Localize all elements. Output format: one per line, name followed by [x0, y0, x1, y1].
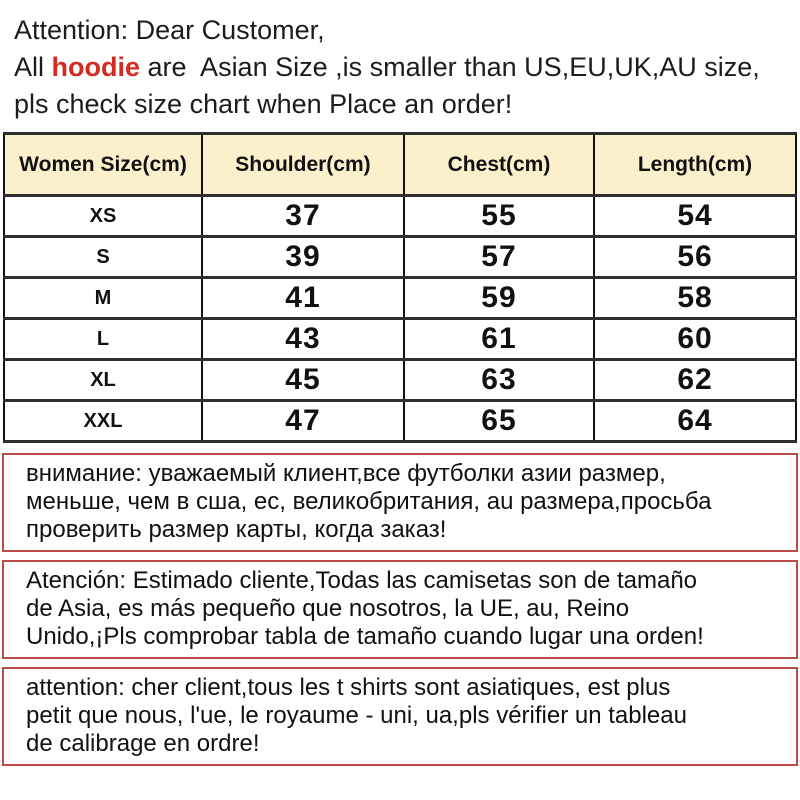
s-length: 56	[594, 237, 796, 278]
notice-russian-line-1: внимание: уважаемый клиент,все футболки азии размер,	[26, 460, 666, 487]
xs-shoulder: 37	[202, 196, 404, 237]
notice-french-line-3: de calibrage en ordre!	[26, 730, 260, 757]
table-row-s	[4, 237, 796, 278]
l-shoulder: 43	[202, 319, 404, 360]
table-header-row	[4, 134, 796, 196]
attention-line-2-suffix: are Asian Size ,is smaller than US,EU,UK,AU size,	[140, 52, 760, 82]
l-chest: 61	[404, 319, 594, 360]
notice-spanish-line-1: Atención: Estimado cliente,Todas las camisetas son de tamaño	[26, 567, 698, 594]
attention-line-1: Attention: Dear Customer,	[14, 15, 325, 45]
size-table	[3, 132, 797, 443]
l-length: 60	[594, 319, 796, 360]
notice-french-line-2: petit que nous, l'ue, le royaume - uni, ua,pls vérifier un tableau	[26, 702, 687, 729]
size-label-xs: XS	[4, 196, 202, 237]
s-chest: 57	[404, 237, 594, 278]
size-label-xxl: XXL	[4, 401, 202, 442]
table-row-l	[4, 319, 796, 360]
header-length: Length(cm)	[594, 134, 796, 196]
attention-line-2-prefix: All	[14, 52, 52, 82]
notice-french-line-1: attention: cher client,tous les t shirts sont asiatiques, est plus	[26, 674, 671, 701]
s-shoulder: 39	[202, 237, 404, 278]
xs-length: 54	[594, 196, 796, 237]
size-table-container	[3, 132, 797, 443]
xs-chest: 55	[404, 196, 594, 237]
notice-french	[2, 667, 798, 766]
size-label-s: S	[4, 237, 202, 278]
notice-russian-line-2: меньше, чем в сша, ес, великобритания, au размера,просьба	[26, 488, 712, 515]
xl-chest: 63	[404, 360, 594, 401]
table-row-xs	[4, 196, 796, 237]
table-row-xxl	[4, 401, 796, 442]
attention-line-3: pls check size chart when Place an order!	[14, 89, 513, 119]
xxl-chest: 65	[404, 401, 594, 442]
notice-russian	[2, 453, 798, 552]
xxl-shoulder: 47	[202, 401, 404, 442]
size-label-xl: XL	[4, 360, 202, 401]
header-women-size: Women Size(cm)	[4, 134, 202, 196]
notice-spanish-line-3: Unido,¡Pls comprobar tabla de tamaño cuando lugar una orden!	[26, 623, 704, 650]
m-length: 58	[594, 278, 796, 319]
m-chest: 59	[404, 278, 594, 319]
size-label-l: L	[4, 319, 202, 360]
xl-length: 62	[594, 360, 796, 401]
hoodie-highlight: hoodie	[51, 52, 141, 82]
notice-spanish-line-2: de Asia, es más pequeño que nosotros, la UE, au, Reino	[26, 595, 630, 622]
table-row-m	[4, 278, 796, 319]
table-row-xl	[4, 360, 796, 401]
notice-spanish	[2, 560, 798, 659]
header-chest: Chest(cm)	[404, 134, 594, 196]
size-label-m: M	[4, 278, 202, 319]
attention-line-2	[14, 49, 800, 86]
m-shoulder: 41	[202, 278, 404, 319]
attention-intro	[0, 0, 800, 123]
xxl-length: 64	[594, 401, 796, 442]
xl-shoulder: 45	[202, 360, 404, 401]
header-shoulder: Shoulder(cm)	[202, 134, 404, 196]
notice-russian-line-3: проверить размер карты, когда заказ!	[26, 516, 447, 543]
